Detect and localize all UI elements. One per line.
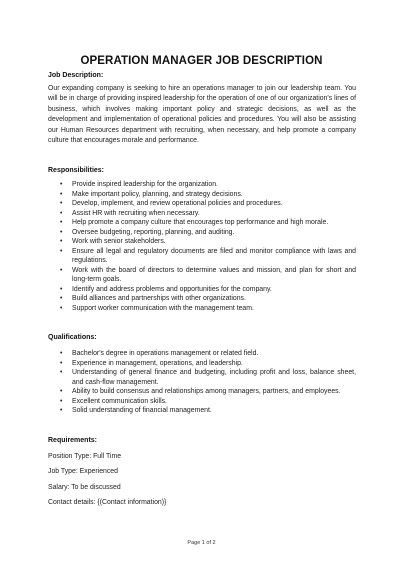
list-item-text: Identify and address problems and opportunities for the company. — [72, 285, 272, 293]
list-item-text: Build alliances and partnerships with other organizations. — [72, 295, 246, 302]
list-item-text: Help promote a company culture that encourages top performance and high morale. — [72, 219, 329, 226]
requirements-heading: Requirements: — [48, 437, 98, 444]
job-description-heading: Job Description: — [48, 72, 104, 79]
list-item — [48, 266, 356, 285]
list-item — [48, 397, 356, 407]
list-item — [48, 294, 356, 304]
bullet-icon: • — [60, 304, 63, 312]
contact-details: Contact details: {(Contact information)} — [48, 499, 167, 506]
list-item — [48, 209, 356, 219]
list-item — [48, 406, 356, 416]
list-item-text: Excellent communication skills. — [72, 397, 167, 405]
list-item — [48, 199, 356, 209]
bullet-icon: • — [60, 295, 63, 302]
page-number: Page 1 of 2 — [187, 540, 216, 546]
bullet-icon: • — [60, 238, 63, 245]
list-item — [48, 237, 356, 247]
list-item-text: Solid understanding of financial management. — [72, 407, 212, 414]
bullet-icon: • — [60, 359, 63, 367]
list-item — [48, 190, 356, 200]
list-item — [48, 285, 356, 295]
responsibilities-list — [48, 180, 356, 313]
list-item-text: Experience in management, operations, and leadership. — [72, 359, 243, 367]
bullet-icon: • — [60, 388, 63, 395]
salary: Salary: To be discussed — [48, 484, 121, 491]
list-item-text: Assist HR with recruiting when necessary. — [72, 209, 200, 217]
list-item-text: Ensure all legal and regulatory documents are filed and monitor compliance with laws and regulations. — [72, 247, 356, 264]
bullet-icon: • — [60, 247, 63, 255]
document-title: OPERATION MANAGER JOB DESCRIPTION — [80, 55, 323, 67]
bullet-icon: • — [60, 209, 63, 217]
job-type: Job Type: Experienced — [48, 468, 118, 475]
list-item-text: Support worker communication with the management team. — [72, 304, 254, 312]
list-item-text: Provide inspired leadership for the organization. — [72, 181, 218, 188]
bullet-icon: • — [60, 200, 63, 207]
bullet-icon: • — [60, 397, 63, 405]
list-item — [48, 359, 356, 369]
list-item — [48, 304, 356, 314]
job-description-text: Our expanding company is seeking to hire an operations manager to join our leadership team. You will be in charge of providing inspired leadership for the operation of one of our organization's lines of business, which involves making important policy and strategic decisions, as well as the development and implementation of operational policies and procedures. You will also be assisting our Human Resources department with recruiting, when necessary, and help promote a company culture that encourages morale and performance. — [48, 85, 356, 145]
list-item — [48, 349, 356, 359]
qualifications-heading: Qualifications: — [48, 334, 97, 341]
list-item — [48, 180, 356, 190]
list-item-text: Understanding of general finance and budgeting, including profit and loss, balance sheet, and cash-flow management. — [72, 369, 356, 386]
list-item — [48, 247, 356, 266]
responsibilities-heading: Responsibilities: — [48, 167, 105, 174]
bullet-icon: • — [60, 219, 63, 226]
list-item — [48, 228, 356, 238]
list-item — [48, 218, 356, 228]
list-item-text: Work with the board of directors to determine values and mission, and plan for short and long-term goals. — [72, 266, 356, 283]
qualifications-list — [48, 349, 356, 416]
bullet-icon: • — [60, 181, 63, 188]
bullet-icon: • — [60, 285, 63, 293]
list-item-text: Oversee budgeting, reporting, planning, and auditing. — [72, 228, 235, 236]
list-item — [48, 368, 356, 387]
bullet-icon: • — [60, 350, 63, 357]
bullet-icon: • — [60, 266, 63, 274]
bullet-icon: • — [60, 407, 63, 414]
list-item — [48, 387, 356, 397]
list-item-text: Develop, implement, and review operational policies and procedures. — [72, 200, 283, 207]
position-type: Position Type: Full Time — [48, 453, 122, 460]
list-item-text: Work with senior stakeholders. — [72, 238, 166, 245]
list-item-text: Ability to build consensus and relationships among managers, partners, and employees. — [72, 388, 341, 395]
list-item-text: Bachelor's degree in operations management or related field. — [72, 350, 259, 357]
bullet-icon: • — [60, 190, 63, 198]
list-item-text: Make important policy, planning, and strategy decisions. — [72, 190, 243, 198]
bullet-icon: • — [60, 228, 63, 236]
bullet-icon: • — [60, 369, 63, 376]
